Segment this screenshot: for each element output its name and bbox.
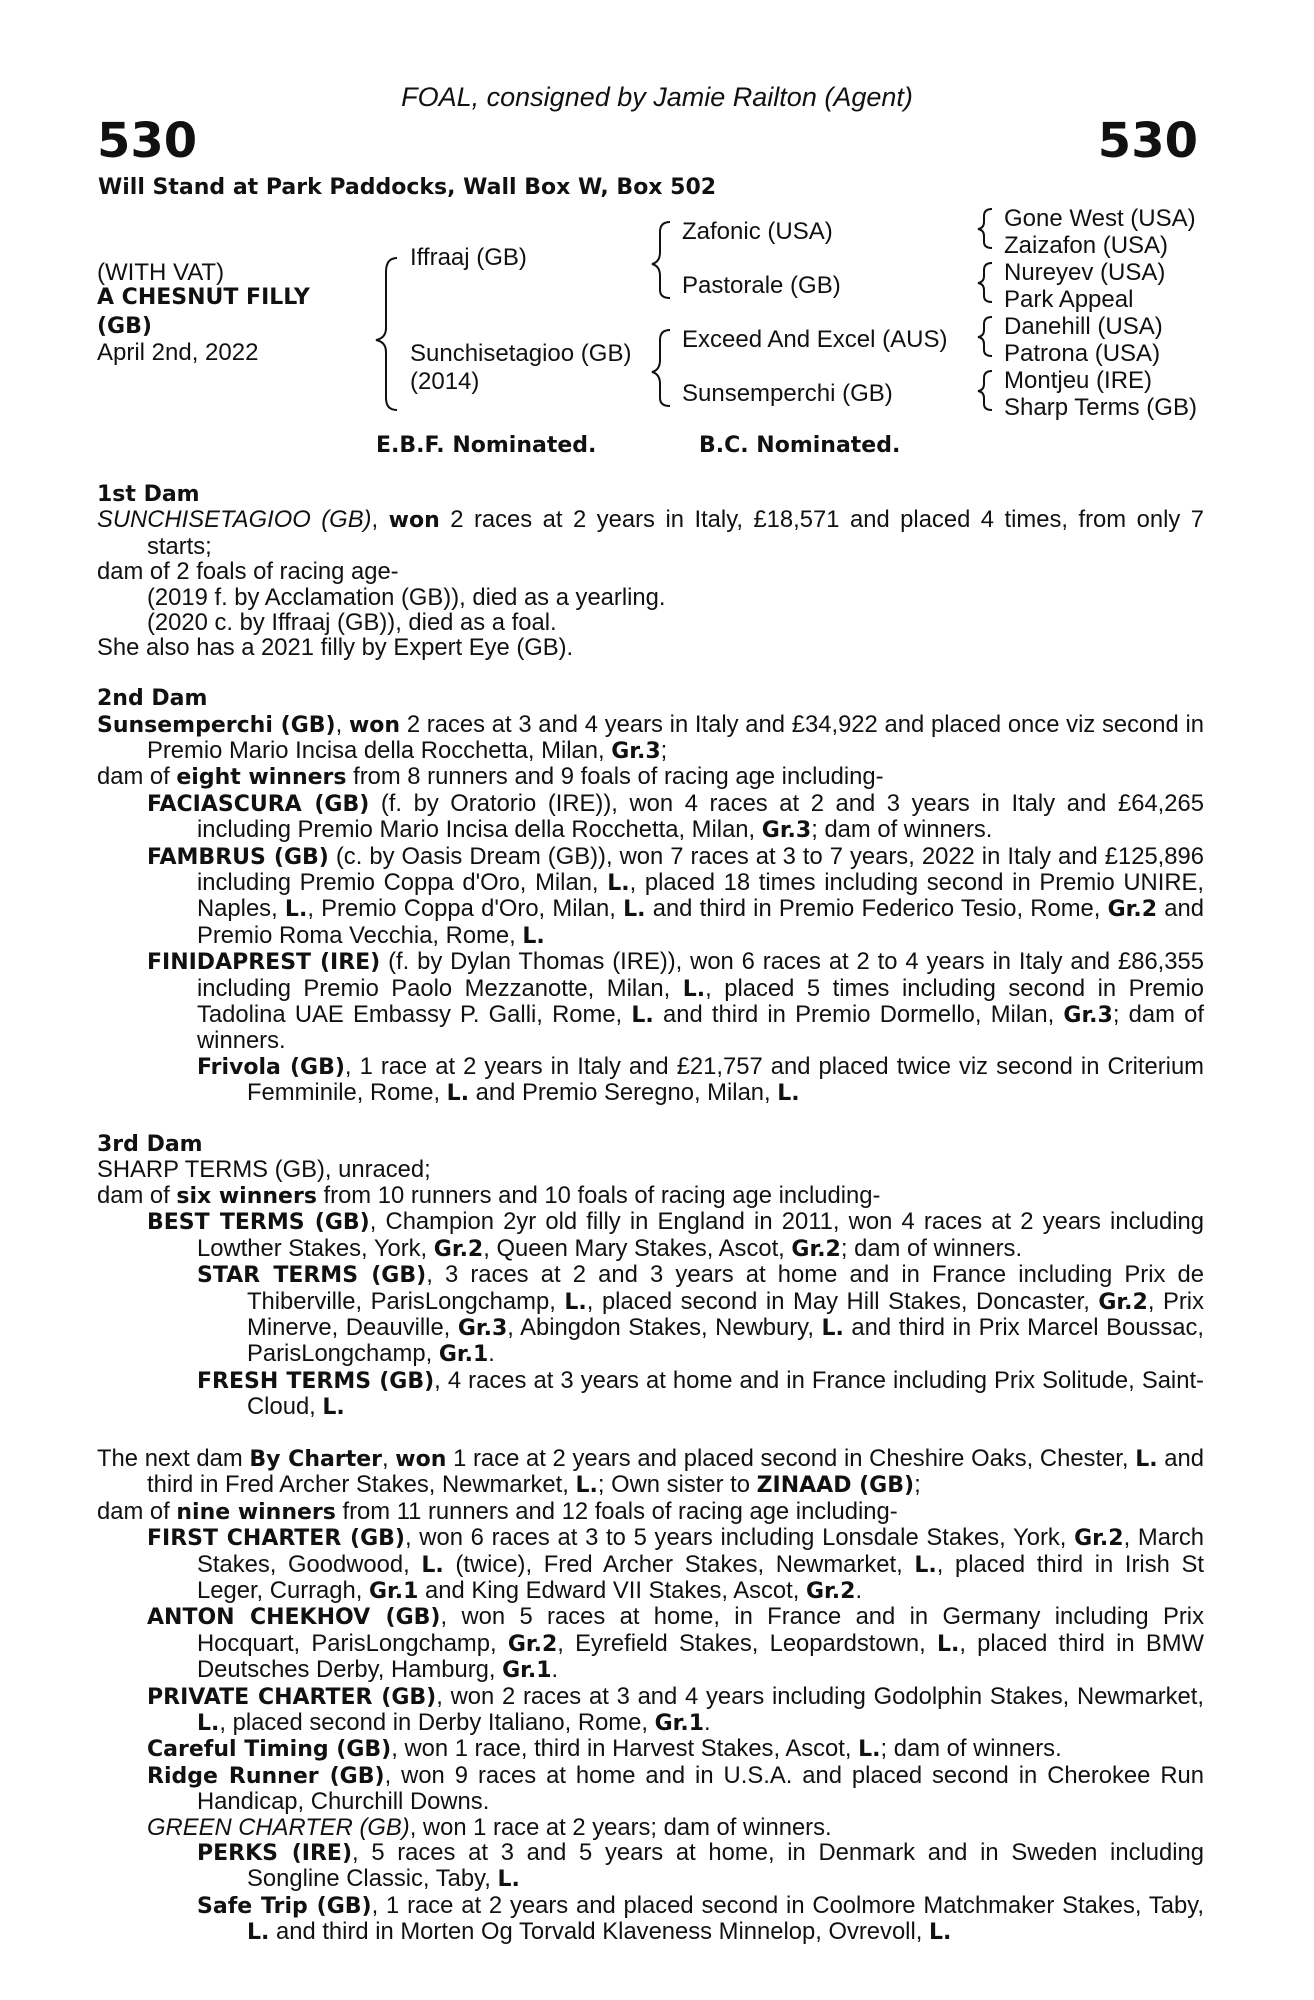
text: , Queen Mary Stakes, Ascot, [483, 1234, 792, 1262]
third-dam-summary: SHARP TERMS (GB), unraced; [97, 1156, 431, 1184]
text: dam of [97, 1497, 177, 1525]
text: , Champion 2yr old filly in England in 2011, won 4 races at 2 years including Lowther Stakes, York, [197, 1208, 1204, 1262]
pedigree-dam: Sunchisetagioo (GB) [410, 340, 632, 367]
produce-2019: (2019 f. by Acclamation (GB)), died as a yearling. [147, 583, 666, 611]
text: , Prix Minerve, Deauville, [247, 1287, 1204, 1341]
produce-faciascura [97, 791, 1204, 844]
horse-name: ANTON CHEKHOV (GB) [147, 1605, 441, 1631]
text: ; dam of winners. [840, 1234, 1023, 1262]
grade-label: Gr.2 [1098, 1289, 1148, 1315]
text: , won 1 race at 2 years; dam of winners. [409, 1813, 832, 1841]
text: . [488, 1340, 495, 1368]
dam-name: SUNCHISETAGIOO (GB) [97, 506, 372, 534]
horse-name: FAMBRUS (GB) [147, 844, 329, 870]
grade-label: Gr.1 [654, 1711, 705, 1736]
winners-count: nine winners [176, 1499, 336, 1525]
text: (twice), Fred Archer Stakes, Newmarket, [443, 1550, 915, 1578]
listed-label: L. [522, 923, 545, 949]
text: from 11 runners and 12 foals of racing age including- [335, 1497, 898, 1525]
second-dam-produce-intro [97, 764, 1204, 790]
text: (f. by Dylan Thomas (IRE)), won 6 races at 2 to 4 years in Italy and £86,355 including Premio Paolo Mezzanotte, Milan, [197, 948, 1204, 1002]
horse-name: Safe Trip (GB) [197, 1893, 372, 1919]
text: and Premio Seregno, Milan, [469, 1079, 778, 1107]
horse-name: GREEN CHARTER (GB) [147, 1813, 410, 1841]
consignor-line: FOAL, consigned by Jamie Railton (Agent) [401, 82, 913, 112]
pedigree-dam-dam: Sunsemperchi (GB) [682, 380, 893, 407]
listed-label: L. [607, 871, 630, 897]
produce-anton-chekhov [97, 1604, 1204, 1683]
listed-label: L. [936, 1631, 960, 1657]
next-dam-produce-intro [97, 1499, 1204, 1525]
grade-label: Gr.1 [502, 1658, 552, 1684]
text: , 3 races at 2 and 3 years at home and in France including Prix de Thiberville, ParisLongchamp, [247, 1261, 1205, 1315]
first-dam-heading: 1st Dam [97, 482, 200, 507]
produce-first-charter [97, 1525, 1204, 1604]
text: and third in Fred Archer Stakes, Newmarket, [147, 1444, 1204, 1499]
listed-label: L. [631, 1003, 654, 1029]
horse-name: PERKS (IRE) [197, 1841, 352, 1867]
produce-best-terms [97, 1209, 1204, 1262]
stand-location: Will Stand at Park Paddocks, Wall Box W, Box 502 [98, 175, 717, 200]
text: , 1 race at 2 years in Italy and £21,757 and placed twice viz second in Criterium Femminile, Rome, [247, 1052, 1205, 1107]
horse-name-line1: A CHESNUT FILLY [97, 285, 310, 310]
dam-name: Sunsemperchi (GB) [97, 712, 336, 738]
text: (c. by Oasis Dream (GB)), won 7 races at 3 to 7 years, 2022 in Italy and £125,896 including Premio Coppa d'Oro, Milan, [197, 842, 1204, 897]
listed-label: L. [247, 1920, 270, 1946]
text: ; [660, 737, 668, 765]
text: , 1 race at 2 years and placed second in Coolmore Matchmaker Stakes, Taby, [371, 1891, 1204, 1919]
produce-green-charter [97, 1815, 1204, 1840]
text: , placed second in Derby Italiano, Rome, [219, 1709, 655, 1736]
third-dam-produce-intro [97, 1183, 1204, 1209]
grade-label: Gr.2 [791, 1236, 841, 1262]
produce-careful-timing [97, 1736, 1204, 1762]
text: dam of [97, 763, 177, 791]
grade-label: Gr.2 [507, 1631, 558, 1657]
horse-name: FRESH TERMS (GB) [197, 1368, 435, 1394]
text: and third in Morten Og Torvald Klaveness Minnelop, Ovrevoll, [269, 1918, 929, 1946]
listed-label: L. [623, 897, 646, 923]
text: , Abingdon Stakes, Newbury, [507, 1313, 822, 1341]
listed-label: L. [858, 1737, 881, 1763]
pedigree-ggp-1: Gone West (USA) [1004, 205, 1196, 232]
text: ; dam of winners. [811, 816, 993, 844]
text: , placed second in May Hill Stakes, Doncaster, [586, 1287, 1099, 1315]
text: 2 races at 2 years in Italy, £18,571 and placed 4 times, from only 7 starts; [147, 506, 1204, 560]
text: , won 6 races at 3 to 5 years including Lonsdale Stakes, York, [404, 1524, 1075, 1552]
grade-label: Gr.2 [433, 1236, 484, 1262]
text: , placed third in Irish St Leger, Curragh, [197, 1550, 1204, 1604]
text: , won 1 race, third in Harvest Stakes, Ascot, [391, 1735, 859, 1763]
produce-private-charter [97, 1684, 1204, 1737]
text: ; dam of winners. [197, 1001, 1205, 1055]
text: (f. by Oratorio (IRE)), won 4 races at 2 and 3 years in Italy and £64,265 including Premio Mario Incisa della Rocchetta, Milan, [197, 789, 1204, 844]
grade-label: Gr.3 [457, 1315, 508, 1341]
horse-name-line2: (GB) [97, 314, 152, 339]
text: 1 race at 2 years and placed second in Cheshire Oaks, Chester, [446, 1444, 1136, 1472]
listed-label: L. [564, 1289, 587, 1315]
text: and third in Premio Dormello, Milan, [653, 1001, 1064, 1029]
listed-label: L. [1135, 1446, 1158, 1472]
horse-name: FINIDAPREST (IRE) [147, 950, 381, 976]
text: . [855, 1576, 863, 1604]
listed-label: L. [322, 1395, 345, 1421]
text: , Premio Coppa d'Oro, Milan, [307, 895, 624, 923]
text: , placed 5 times including second in Premio Tadolina UAE Embassy P. Galli, Rome, [197, 974, 1204, 1029]
text: and Premio Roma Vecchia, Rome, [197, 895, 1204, 949]
listed-label: L. [928, 1920, 952, 1946]
produce-star-terms [97, 1262, 1204, 1368]
pedigree-sire-sire: Zafonic (USA) [682, 218, 833, 245]
text: from 8 runners and 9 foals of racing age including- [346, 763, 884, 791]
pedigree-ggp-2: Zaizafon (USA) [1004, 232, 1169, 259]
listed-label: L. [777, 1081, 800, 1107]
text: and third in Premio Federico Tesio, Rome, [645, 895, 1108, 923]
produce-2020: (2020 c. by Iffraaj (GB)), died as a foal. [147, 609, 557, 637]
second-dam-summary [97, 712, 1204, 765]
listed-label: L. [446, 1081, 470, 1107]
horse-name: BEST TERMS (GB) [147, 1210, 370, 1236]
listed-label: L. [497, 1867, 520, 1893]
produce-frivola [97, 1054, 1204, 1107]
text: The next dam [97, 1444, 250, 1472]
text: , placed third in BMW Deutsches Derby, Hamburg, [197, 1629, 1204, 1684]
listed-label: L. [821, 1315, 844, 1341]
text: . [551, 1656, 559, 1684]
horse-name: STAR TERMS (GB) [197, 1263, 427, 1289]
text: , won 2 races at 3 and 4 years including Godolphin Stakes, Newmarket, [436, 1682, 1204, 1710]
ebf-nomination: E.B.F. Nominated. [376, 433, 597, 458]
dam-name: By Charter [249, 1446, 382, 1472]
listed-label: L. [682, 976, 706, 1002]
text: , won 5 races at home, in France and in Germany including Prix Hocquart, ParisLongchamp, [197, 1603, 1204, 1657]
grade-label: Gr.2 [1107, 897, 1158, 923]
won-label: won [388, 508, 440, 534]
pedigree-ggp-8: Sharp Terms (GB) [1004, 394, 1197, 421]
third-dam-heading: 3rd Dam [97, 1132, 203, 1158]
listed-label: L. [914, 1552, 937, 1578]
grade-label: Gr.2 [1074, 1526, 1124, 1552]
grade-label: Gr.3 [1063, 1003, 1113, 1029]
separator: , [335, 710, 349, 738]
produce-2021: She also has a 2021 filly by Expert Eye (GB). [97, 634, 574, 662]
second-dam-heading: 2nd Dam [97, 686, 208, 712]
horse-name: Ridge Runner (GB) [147, 1763, 385, 1789]
text: dam of [97, 1181, 177, 1209]
separator: , [381, 1444, 396, 1472]
grade-label: Gr.3 [761, 818, 812, 844]
lot-number-right: 530 [1097, 113, 1198, 169]
first-dam-produce-intro: dam of 2 foals of racing age- [97, 558, 399, 586]
grade-label: Gr.1 [438, 1342, 489, 1368]
produce-ridge-runner [97, 1763, 1204, 1815]
foaling-date: April 2nd, 2022 [97, 339, 259, 366]
text: 2 races at 3 and 4 years in Italy and £34,922 and placed once viz second in Premio Mario Incisa della Rocchetta, Milan, [147, 710, 1204, 765]
first-dam-summary [97, 507, 1204, 559]
horse-name: PRIVATE CHARTER (GB) [147, 1684, 437, 1710]
produce-fresh-terms [97, 1368, 1204, 1421]
text: , March Stakes, Goodwood, [197, 1524, 1205, 1578]
text: ; [914, 1471, 921, 1499]
text: , placed 18 times including second in Premio UNIRE, Naples, [197, 869, 1204, 923]
text: , 5 races at 3 and 5 years at home, in Denmark and in Sweden including Songline Classic, Taby, [247, 1839, 1204, 1893]
vat-note: (WITH VAT) [97, 259, 225, 286]
text: and third in Prix Marcel Boussac, ParisLongchamp, [247, 1313, 1204, 1368]
horse-name: FACIASCURA (GB) [147, 791, 370, 817]
listed-label: L. [197, 1711, 220, 1736]
text: and King Edward VII Stakes, Ascot, [418, 1576, 806, 1604]
won-label: won [395, 1446, 447, 1472]
lot-number-left: 530 [97, 113, 198, 169]
separator: , [371, 506, 389, 534]
listed-label: L. [575, 1473, 598, 1499]
grade-label: Gr.2 [806, 1578, 856, 1604]
text: , 4 races at 3 years at home and in France including Prix Solitude, Saint-Cloud, [247, 1366, 1204, 1421]
text: from 10 runners and 10 foals of racing age including- [316, 1181, 881, 1209]
pedigree-sire-dam: Pastorale (GB) [682, 272, 841, 299]
pedigree-ggp-6: Patrona (USA) [1004, 340, 1161, 367]
sibling-name: ZINAAD (GB) [756, 1473, 915, 1499]
produce-finidaprest [97, 949, 1204, 1054]
pedigree-dam-year: (2014) [410, 368, 480, 395]
winners-count: eight winners [176, 765, 347, 791]
pedigree-braces [0, 0, 1314, 460]
produce-perks [97, 1840, 1204, 1893]
winners-count: six winners [176, 1183, 317, 1209]
text: ; dam of winners. [880, 1735, 1062, 1763]
pedigree-dam-sire: Exceed And Excel (AUS) [682, 326, 948, 353]
grade-label: Gr.1 [368, 1578, 419, 1604]
won-label: won [348, 712, 401, 738]
text: ; Own sister to [597, 1471, 757, 1499]
pedigree-ggp-7: Montjeu (IRE) [1004, 367, 1153, 394]
next-dam-summary [97, 1446, 1204, 1499]
bc-nomination: B.C. Nominated. [699, 433, 901, 458]
pedigree-sire: Iffraaj (GB) [410, 244, 527, 271]
horse-name: Careful Timing (GB) [147, 1737, 392, 1763]
produce-safe-trip [97, 1893, 1204, 1946]
grade-label: Gr.3 [611, 739, 661, 765]
pedigree-ggp-3: Nureyev (USA) [1004, 259, 1166, 286]
produce-fambrus [97, 844, 1204, 950]
pedigree-ggp-4: Park Appeal [1004, 286, 1134, 313]
listed-label: L. [284, 897, 308, 923]
horse-name: Frivola (GB) [197, 1054, 345, 1080]
catalogue-text [97, 482, 1204, 1946]
text: , won 9 races at home and in U.S.A. and placed second in Cherokee Run Handicap, Churchill Downs. [197, 1761, 1204, 1816]
text: , Eyrefield Stakes, Leopardstown, [557, 1629, 937, 1657]
pedigree-ggp-5: Danehill (USA) [1004, 313, 1163, 340]
horse-name: FIRST CHARTER (GB) [147, 1526, 405, 1552]
listed-label: L. [421, 1552, 444, 1578]
text: . [704, 1709, 711, 1736]
